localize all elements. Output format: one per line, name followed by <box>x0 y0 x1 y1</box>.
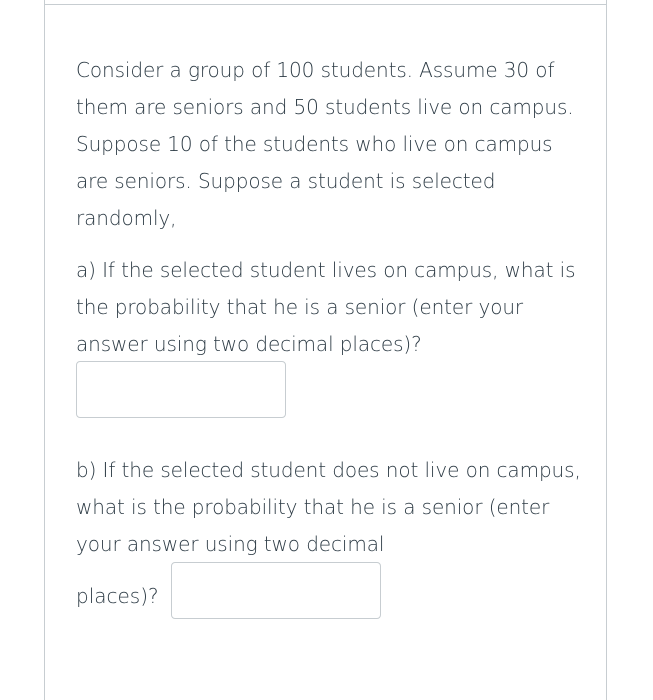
part-b-question-text: b) If the selected student does not live on campus, what is the probability that he is a senior (enter your answer using two decimal <box>76 458 581 556</box>
part-a-answer-input[interactable] <box>76 361 286 418</box>
question-card <box>44 0 607 700</box>
part-a-question-text: a) If the selected student lives on campus, what is the probability that he is a senior (enter your answer using two decimal places)? <box>76 258 576 356</box>
question-header-strip <box>45 0 606 5</box>
question-intro-text: Consider a group of 100 students. Assume 30 of them are seniors and 50 students live on campus. Suppose 10 of the students who live on campus are seniors. Suppose a student is selected randomly, <box>76 58 574 230</box>
part-b-trailing-text: places)? <box>76 584 159 608</box>
part-b-answer-input[interactable] <box>171 562 381 619</box>
